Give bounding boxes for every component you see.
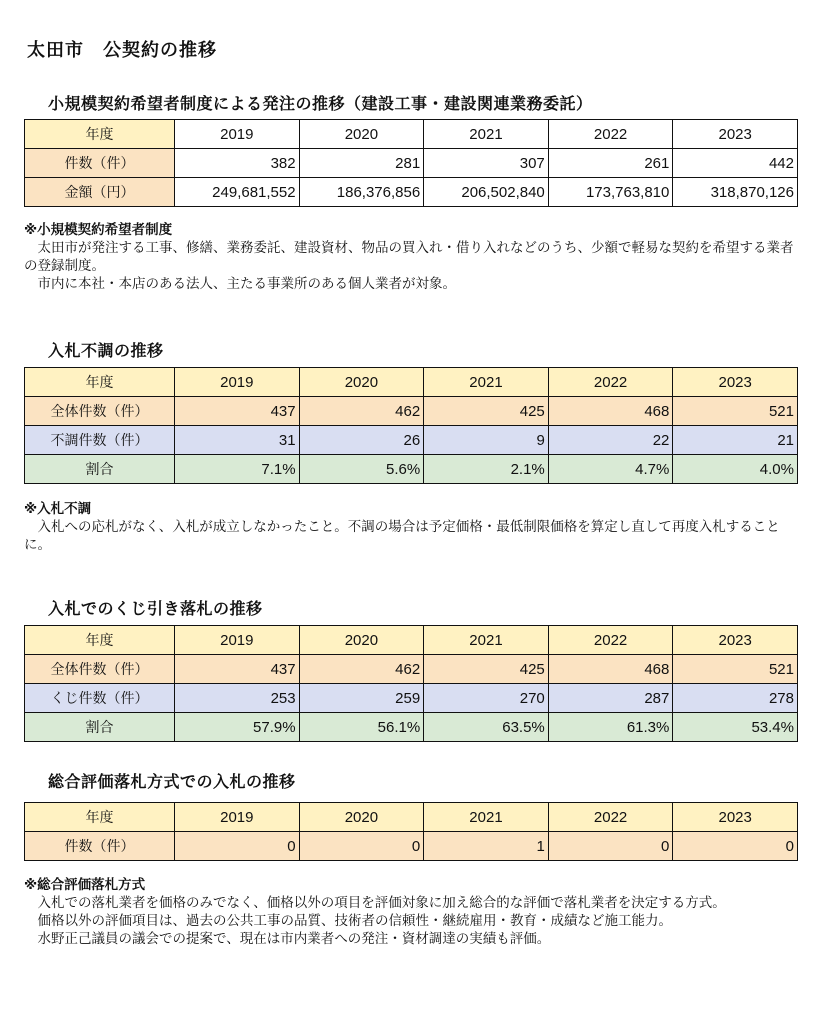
row-label: 不調件数（件） <box>25 426 175 455</box>
table-cell: 0 <box>548 832 673 861</box>
row-label: 割合 <box>25 455 175 484</box>
note-line: 価格以外の評価項目は、過去の公共工事の品質、技術者の信頼性・継続雇用・教育・成績など施工能力。 <box>24 913 672 929</box>
table-cell: 2.1% <box>424 455 549 484</box>
table-row <box>25 655 798 684</box>
table-cell: 63.5% <box>424 713 549 742</box>
header-cell: 2020 <box>299 120 424 149</box>
table-cell: 61.3% <box>548 713 673 742</box>
table-cell: 521 <box>673 397 798 426</box>
table-cell: 468 <box>548 655 673 684</box>
table-cell: 249,681,552 <box>175 178 300 207</box>
header-cell: 2019 <box>175 803 300 832</box>
table-row <box>25 426 798 455</box>
table-cell: 7.1% <box>175 455 300 484</box>
table-cell: 0 <box>175 832 300 861</box>
table-cell: 468 <box>548 397 673 426</box>
table-cell: 442 <box>673 149 798 178</box>
row-label: 割合 <box>25 713 175 742</box>
note-line: 入札への応札がなく、入札が成立しなかったこと。不調の場合は予定価格・最低制限価格を算定し直して再度入札することに。 <box>24 519 780 553</box>
table-row <box>25 455 798 484</box>
header-cell: 2022 <box>548 120 673 149</box>
table-cell: 206,502,840 <box>424 178 549 207</box>
header-cell: 2023 <box>673 803 798 832</box>
table-cell: 1 <box>424 832 549 861</box>
section-2-title: 入札不調の推移 <box>48 341 164 360</box>
header-cell: 2019 <box>175 368 300 397</box>
table-cell: 56.1% <box>299 713 424 742</box>
note-comprehensive-eval <box>24 876 800 948</box>
table-cell: 307 <box>424 149 549 178</box>
table-cell: 57.9% <box>175 713 300 742</box>
header-cell: 年度 <box>25 803 175 832</box>
table-cell: 9 <box>424 426 549 455</box>
note-line: 市内に本社・本店のある法人、主たる事業所のある個人業者が対象。 <box>24 276 456 292</box>
table-header-row <box>25 120 798 149</box>
table-cell: 21 <box>673 426 798 455</box>
header-cell: 2023 <box>673 120 798 149</box>
table-cell: 31 <box>175 426 300 455</box>
section-1-title: 小規模契約希望者制度による発注の推移（建設工事・建設関連業務委託） <box>48 94 593 113</box>
table-cell: 4.7% <box>548 455 673 484</box>
table-cell: 0 <box>673 832 798 861</box>
table-row <box>25 178 798 207</box>
table-header-row <box>25 368 798 397</box>
table-cell: 0 <box>299 832 424 861</box>
note-title: ※入札不調 <box>24 501 92 517</box>
header-cell: 2021 <box>424 120 549 149</box>
header-cell: 年度 <box>25 626 175 655</box>
header-cell: 2021 <box>424 803 549 832</box>
lottery-table <box>24 625 798 742</box>
table-header-row <box>25 803 798 832</box>
table-cell: 253 <box>175 684 300 713</box>
row-label: 全体件数（件） <box>25 655 175 684</box>
section-4-title: 総合評価落札方式での入札の推移 <box>48 772 296 791</box>
table-cell: 437 <box>175 655 300 684</box>
header-cell: 2021 <box>424 368 549 397</box>
header-cell: 2020 <box>299 803 424 832</box>
header-cell: 2019 <box>175 626 300 655</box>
header-cell: 2020 <box>299 626 424 655</box>
table-cell: 382 <box>175 149 300 178</box>
note-line: 太田市が発注する工事、修繕、業務委託、建設資材、物品の買入れ・借り入れなどのうち、少額で軽易な契約を希望する業者の登録制度。 <box>24 240 794 274</box>
table-cell: 281 <box>299 149 424 178</box>
header-cell: 2019 <box>175 120 300 149</box>
header-cell: 2020 <box>299 368 424 397</box>
table-cell: 4.0% <box>673 455 798 484</box>
comprehensive-eval-table <box>24 802 798 861</box>
header-cell: 2022 <box>548 368 673 397</box>
section-3-title: 入札でのくじ引き落札の推移 <box>48 599 263 618</box>
note-small-contract <box>24 221 800 293</box>
row-label: 件数（件） <box>25 832 175 861</box>
table-row <box>25 684 798 713</box>
header-cell: 年度 <box>25 368 175 397</box>
row-label: 金額（円） <box>25 178 175 207</box>
table-cell: 425 <box>424 397 549 426</box>
note-failed-bid <box>24 500 800 554</box>
table-cell: 26 <box>299 426 424 455</box>
table-cell: 5.6% <box>299 455 424 484</box>
row-label: 件数（件） <box>25 149 175 178</box>
table-cell: 462 <box>299 655 424 684</box>
table-row <box>25 832 798 861</box>
table-cell: 318,870,126 <box>673 178 798 207</box>
table-cell: 259 <box>299 684 424 713</box>
table-row <box>25 713 798 742</box>
header-cell: 2022 <box>548 803 673 832</box>
table-cell: 287 <box>548 684 673 713</box>
table-cell: 261 <box>548 149 673 178</box>
row-label: 全体件数（件） <box>25 397 175 426</box>
header-cell: 2022 <box>548 626 673 655</box>
header-cell: 2023 <box>673 626 798 655</box>
table-cell: 462 <box>299 397 424 426</box>
header-cell: 年度 <box>25 120 175 149</box>
row-label: くじ件数（件） <box>25 684 175 713</box>
table-cell: 186,376,856 <box>299 178 424 207</box>
small-contract-table <box>24 119 798 207</box>
table-cell: 425 <box>424 655 549 684</box>
table-cell: 437 <box>175 397 300 426</box>
table-cell: 270 <box>424 684 549 713</box>
failed-bid-table <box>24 367 798 484</box>
note-line: 水野正己議員の議会での提案で、現在は市内業者への発注・資材調達の実績も評価。 <box>24 931 551 947</box>
table-row <box>25 149 798 178</box>
note-title: ※小規模契約希望者制度 <box>24 222 173 238</box>
header-cell: 2021 <box>424 626 549 655</box>
note-title: ※総合評価落札方式 <box>24 877 146 893</box>
table-header-row <box>25 626 798 655</box>
table-cell: 278 <box>673 684 798 713</box>
table-row <box>25 397 798 426</box>
page-title: 太田市 公契約の推移 <box>27 40 217 61</box>
table-cell: 173,763,810 <box>548 178 673 207</box>
table-cell: 521 <box>673 655 798 684</box>
header-cell: 2023 <box>673 368 798 397</box>
note-line: 入札での落札業者を価格のみでなく、価格以外の項目を評価対象に加え総合的な評価で落札業者を決定する方式。 <box>24 895 726 911</box>
table-cell: 22 <box>548 426 673 455</box>
table-cell: 53.4% <box>673 713 798 742</box>
